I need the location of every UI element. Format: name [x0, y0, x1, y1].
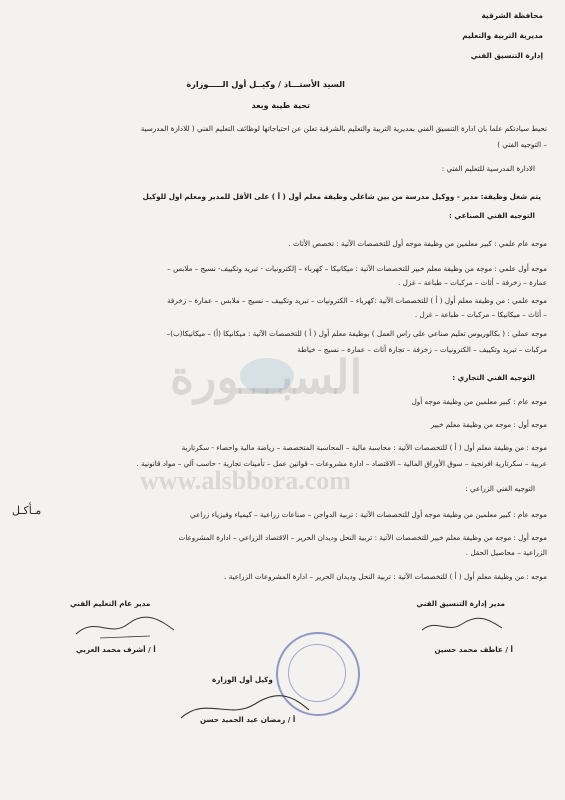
agricultural-line: موجه أول : موجه من وظيفة معلم خبير للتخصصات الآتية : تربية النحل وديدان الحرير – الاقتصاد الزراعي – ادارة المشروعات: [178, 533, 547, 542]
industrial-heading: التوجيه الفني الصناعي :: [448, 211, 535, 220]
school-admin-text: يتم شغل وظيفة: مدير - ووكيل مدرسة من بين شاغلي وظيفة معلم أول ( أ ) على الأقل للمدير ومعلم اول للوكيل: [142, 192, 541, 201]
industrial-line: عمارة – زخرفة – أثاث – مركبات – طباعة – غزل .: [398, 278, 547, 287]
intro-line-1: نحيط سيادتكم علما بان ادارة التنسيق الفني بمديرية التربية والتعليم بالشرقية تعلن عن احتياجاتها لوظائف التعليم الفني ( للادارة المدرسية: [140, 124, 547, 133]
commercial-heading: التوجيه الفني التجاري :: [452, 373, 535, 382]
commercial-line: عربية – سكرتارية افرنجية – سوق الأوراق المالية – الاقتصاد – ادارة مشروعات – قوانين عمل – تأمينات تجارية - حاسب آلي – مواد قانونية .: [136, 459, 547, 468]
watermark-text: السبـــورة: [170, 350, 363, 404]
department-label: إدارة التنسيق الفني: [470, 51, 543, 60]
left-signature: [70, 612, 180, 642]
commercial-line: موجه : من وظيفة معلم أول ( أ ) للتخصصات الآتية : محاسبة مالية – المحاسبة المتخصصة – رياضة مالية واحصاء - سكرتارية: [181, 443, 547, 452]
watermark-url: www.alsbbora.com: [140, 466, 351, 495]
industrial-line: موجه علمي : من وظيفة معلم أول ( أ ) للتخصصات الآتية :كهرباء – الكترونيات – تبريد وتكييف – نسيج – ملابس – عمارة – زخرفة: [167, 296, 547, 305]
governorate-label: محافظة الشرقية: [481, 11, 543, 20]
commercial-line: موجه أول : موجه من وظيفة معلم خبير: [430, 420, 547, 429]
industrial-line: موجه أول علمي : موجه من وظيفة معلم خبير للتخصصات الآتية : ميكانيكا – كهرباء – إلكترونيات - تبريد وتكييف- نسيج – ملابس –: [167, 264, 547, 273]
agricultural-line: موجه عام : كبير معلمين من وظيفة موجه أول للتخصصات الآتية : تربية الدواجن – صناعات زراعية – كيمياء وفيزياء زراعي: [190, 510, 547, 519]
right-signatory-title: مدير إدارة التنسيق الفني: [416, 599, 505, 608]
industrial-line: – أثاث – ميكانيكا – مركبات – طباعة – غزل .: [414, 310, 547, 319]
greeting: تحية طيبة وبعد: [251, 101, 310, 110]
industrial-line: موجه عام علمي : كبير معلمين من وظيفة موجه أول للتخصصات الآتية : تخصص الأثاث .: [288, 239, 547, 248]
school-admin-heading: الادارة المدرسية للتعليم الفني :: [441, 164, 535, 173]
addressee: السيد الأستـــاذ / وكيــل أول الـــــوزارة: [186, 79, 345, 89]
intro-line-2: – التوجيه الفني ): [497, 140, 547, 149]
agricultural-line: الزراعية – محاصيل الحقل .: [465, 548, 547, 557]
right-signature: [417, 612, 507, 638]
left-signatory-title: مدير عام التعليم الفني: [70, 599, 151, 608]
industrial-line: مركبات – تبريد وتكييف – الكترونيات – زخرفة – تجارة أثاث – عمارة – نسيج – خياطة: [297, 345, 547, 354]
commercial-line: موجه عام : كبير معلمين من وظيفة موجه أول: [411, 397, 547, 406]
left-signatory-name: أ / أشرف محمد العربي: [76, 645, 156, 654]
directorate-label: مديرية التربية والتعليم: [462, 31, 543, 40]
center-signatory-title: وكيل أول الوزارة: [212, 675, 273, 684]
agricultural-heading: التوجيه الفني الزراعي :: [465, 484, 535, 493]
industrial-line: موجه عملي : ( بكالوريوس تعليم صناعي على راس العمل ) بوظيفة معلم أول ( أ ) للتخصصات الآتية : ميكانيكا (أ) – ميكانيكا(ب)–: [166, 329, 547, 338]
center-signatory-name: أ / رمضان عبد الحميد حسن: [200, 715, 296, 724]
handwritten-note: مـأكـل: [12, 504, 42, 517]
right-signatory-name: أ / عاطف محمد حسين: [434, 645, 513, 654]
agricultural-line: موجه : من وظيفة معلم أول ( أ ) للتخصصات الآتية : تربية النحل وديدان الحرير – ادارة المشروعات الزراعية .: [224, 572, 547, 581]
